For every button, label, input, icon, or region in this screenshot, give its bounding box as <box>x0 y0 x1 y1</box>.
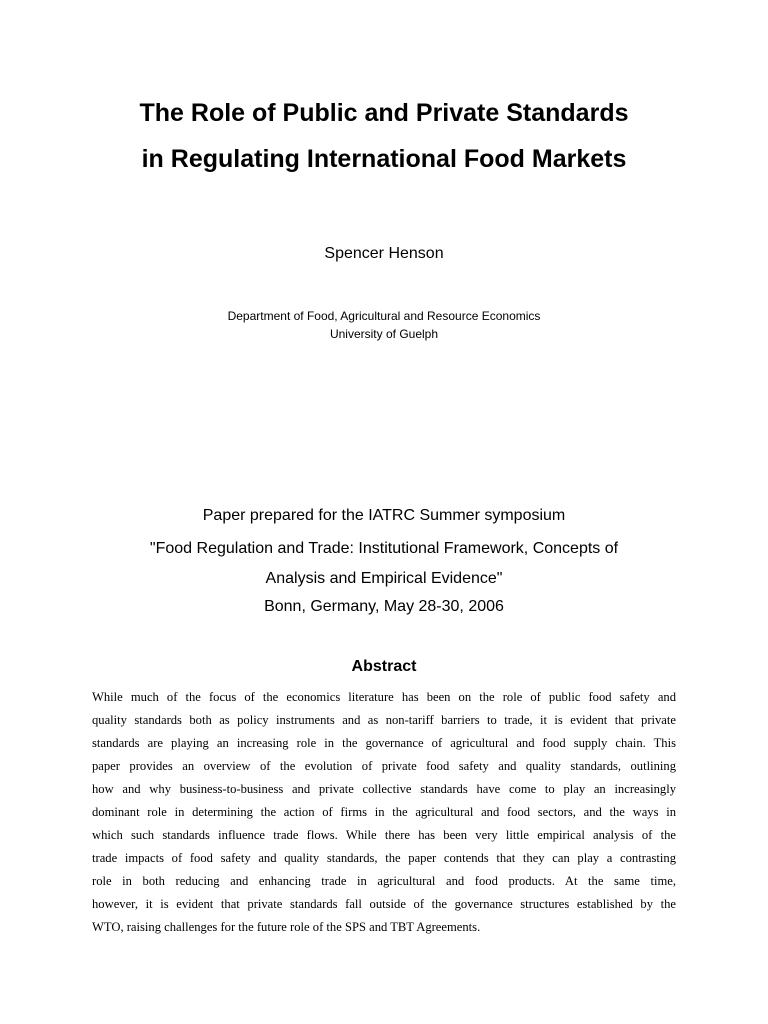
abstract-heading: Abstract <box>351 658 417 675</box>
abstract-body <box>92 686 676 939</box>
paper-title-line-1: The Role of Public and Private Standards <box>139 99 629 127</box>
affiliation-department: Department of Food, Agricultural and Resource Economics <box>227 309 541 323</box>
abstract-line: which such standards influence trade flows. While there has been very little empirical analysis of the <box>92 828 676 842</box>
abstract-line-last: WTO, raising challenges for the future role of the SPS and TBT Agreements. <box>92 920 481 934</box>
abstract-line: however, it is evident that private standards fall outside of the governance structures established by the <box>92 897 676 911</box>
abstract-line: role in both reducing and enhancing trade in agricultural and food products. At the same time, <box>92 874 676 888</box>
conference-note-line-4: Bonn, Germany, May 28-30, 2006 <box>264 598 504 615</box>
abstract-line: how and why business-to-business and private collective standards have come to play an increasingly <box>92 782 676 796</box>
conference-note-line-1: Paper prepared for the IATRC Summer symposium <box>202 507 566 524</box>
affiliation-university: University of Guelph <box>329 327 439 341</box>
paper-title-line-2: in Regulating International Food Markets <box>141 145 627 173</box>
abstract-line: dominant role in determining the action of firms in the agricultural and food sectors, and the ways in <box>92 805 676 819</box>
conference-note-line-2: "Food Regulation and Trade: Institutional Framework, Concepts of <box>149 540 619 557</box>
abstract-line: trade impacts of food safety and quality standards, the paper contends that they can play a contrasting <box>92 851 676 865</box>
conference-note-line-3: Analysis and Empirical Evidence" <box>265 570 503 587</box>
abstract-line: standards are playing an increasing role in the governance of agricultural and food supply chain. This <box>92 736 676 750</box>
author-name: Spencer Henson <box>324 245 444 262</box>
abstract-line: quality standards both as policy instruments and as non-tariff barriers to trade, it is evident that private <box>92 713 676 727</box>
abstract-line: paper provides an overview of the evolution of private food safety and quality standards, outlining <box>92 759 676 773</box>
abstract-line: While much of the focus of the economics literature has been on the role of public food safety and <box>92 690 676 704</box>
